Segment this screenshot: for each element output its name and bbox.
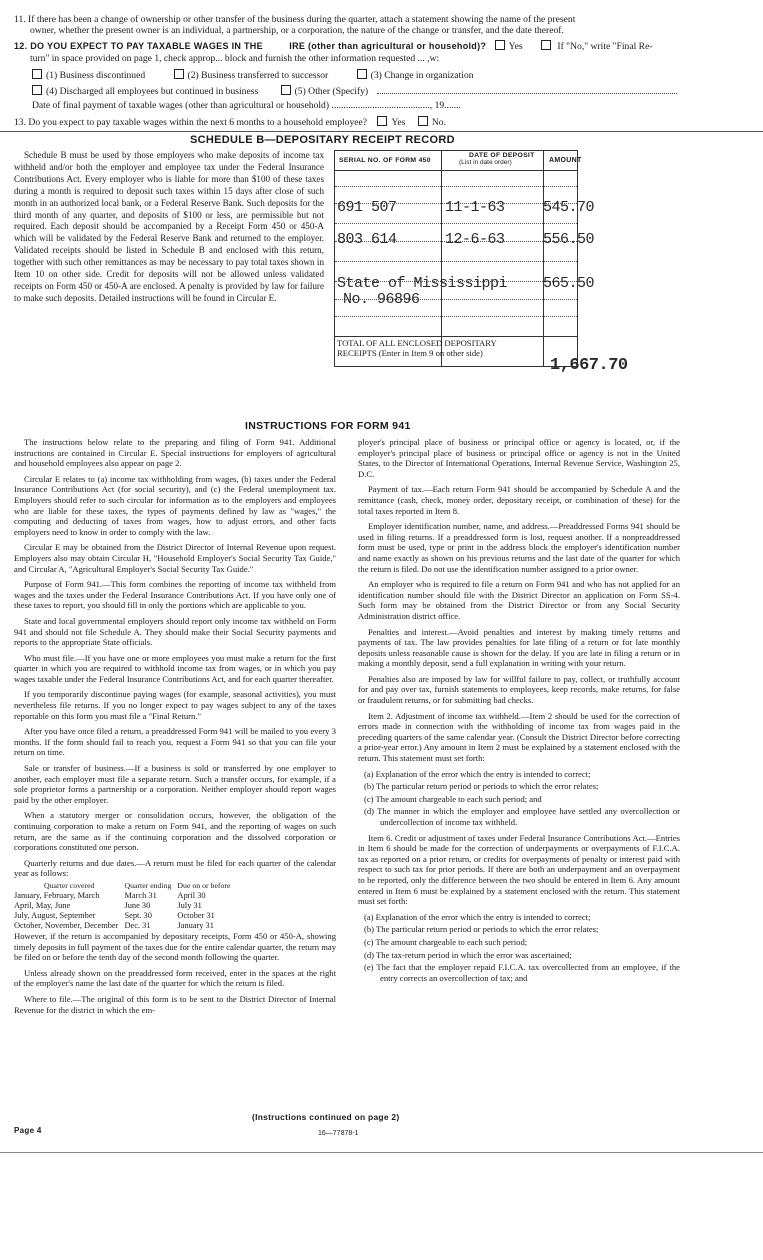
- item-13-no-checkbox[interactable]: [418, 116, 428, 126]
- deposit-serial-3: State of Mississippi: [337, 275, 508, 292]
- instructions-right-column: [358, 437, 680, 985]
- deposit-amount-1: 545.70: [543, 199, 595, 216]
- table-row: [14, 891, 236, 901]
- table-row-line: [335, 223, 577, 224]
- instruction-paragraph: An employer who is required to file a return on Form 941 and who has not applied for an identification number should file with the District Director an application on Form SS-4. Such form may be obtained from the District Director or from any Social Security Administration district office.: [358, 579, 680, 621]
- quarter-cell: October 31: [177, 910, 215, 920]
- deposit-serial-3-cont: No. 96896: [343, 291, 420, 308]
- serial-column-header: SERIAL NO. OF FORM 450: [339, 157, 431, 164]
- option-change-checkbox[interactable]: [357, 69, 367, 79]
- instructions-title: INSTRUCTIONS FOR FORM 941: [245, 420, 411, 432]
- quarter-cell: March 31: [124, 890, 157, 900]
- instruction-paragraph: After you have once filed a return, a preaddressed Form 941 will be mailed to you every 3 months. If the form should fail to reach you, request a Form 941 so that you can file your return on time.: [14, 726, 336, 758]
- continued-note: (Instructions continued on page 2): [252, 1112, 400, 1122]
- list-item: (b) The particular return period or periods to which the error relates;: [364, 924, 599, 935]
- instruction-paragraph: Circular E may be obtained from the District Director of Internal Revenue upon request. Employers also may obtain Circular H, "Household Employer's Social Security Tax Guide," and Circular A, "Agricultural Employer's Social Security Tax Guide.": [14, 542, 336, 574]
- instruction-paragraph: The instructions below relate to the preparing and filing of Form 941. Additional instructions are contained in Circular E. Special instructions for employers of agricultural and household employees also appear on page 2.: [14, 437, 336, 469]
- list-item: (d) The manner in which the employer and employee have settled any overcollection or undercollection of income tax withheld.: [364, 806, 680, 827]
- table-divider: [441, 151, 442, 366]
- quarter-cell: June 30: [124, 900, 151, 910]
- list-item: (c) The amount chargeable to each such period; and: [364, 793, 542, 804]
- quarter-cell: April 30: [177, 890, 206, 900]
- bottom-rule: [0, 1152, 763, 1153]
- schedule-b-text: Schedule B must be used by those employers who make deposits of income tax withheld and/or both the employer and employee tax under the Federal Insurance Contributions Act. Every employer who is liable for more than $100 of these taxes during a month is required to deposit such taxes within 15 days after close of such month in an authorized local bank, or a Federal Reserve Bank. Such deposits for the third month of any quarter, and deposits of $100 or less, are permissible but not required. Each deposit should be accompanied by a Receipt Form 450 or 450-A which will be validated by the Federal Reserve Bank and returned to the employer. Validated receipts should be listed in Schedule B and enclosed with this return, together with such other remittances as may be necessary to pay total taxes shown in Item 10 on other side. Credit for deposits will not be allowed unless validated receipts on Form 450 or 450-A are enclosed. A penalty is provided by law for failure to make such deposits. Detailed instructions will be found in Circular E.: [14, 150, 324, 303]
- item-11-line2: owner, whether the present owner is an individual, a partnership, or a corporation, the nature of the change or transfer, and the date thereof.: [30, 25, 564, 36]
- item-11-line1: 11. If there has been a change of ownership or other transfer of the business during the quarter, attach a statement showing the name of the present: [14, 14, 576, 25]
- amount-column-header: AMOUNT: [549, 157, 582, 164]
- table-divider: [543, 151, 544, 366]
- item-13-yes-checkbox[interactable]: [377, 116, 387, 126]
- option-other-field[interactable]: [377, 93, 677, 94]
- date-column-subheader: (List in date order): [459, 159, 512, 166]
- instruction-paragraph: Sale or transfer of business.—If a business is sold or transferred by one employer to another, each employer must file a separate return. Such a transfer occurs, for example, if a sole proprietor forms a partnership or a corporation. Neither employer should report wages paid by the other employer.: [14, 763, 336, 805]
- instruction-paragraph: When a statutory merger or consolidation occurs, however, the obligation of the continuing corporation to make a return on Form 941, and the reporting of wages on such return, are the same as if the continuing corporation and the dissolved corporation or corporations constituted one person.: [14, 810, 336, 853]
- quarters-header: Quarter covered: [44, 880, 95, 890]
- quarter-cell: April, May, June: [14, 900, 71, 910]
- quarters-table: [14, 881, 236, 931]
- deposit-date-1: 11-1-63: [445, 199, 505, 216]
- instruction-paragraph: ployer's principal place of business or principal office or agency is located, or, if the employer's principal place of business or principal office or agency is not in the United States, to the Director of International Operations, Internal Revenue Service, Washington 25, D.C.: [358, 437, 680, 479]
- quarter-cell: July, August, September: [14, 910, 96, 920]
- instructions-left-column: [14, 437, 336, 1020]
- table-row: [14, 921, 236, 931]
- deposit-date-2: 12-6-63: [445, 231, 505, 248]
- list-item: (c) The amount chargeable to each such period;: [364, 936, 528, 947]
- schedule-b-title: SCHEDULE B—DEPOSITARY RECEIPT RECORD: [190, 134, 455, 146]
- date-column-header: DATE OF DEPOSIT: [469, 152, 535, 159]
- quarter-cell: January 31: [177, 920, 214, 930]
- instruction-paragraph: State and local governmental employers should report only income tax withheld on Form 941 and should not file Schedule A. They should make their Social Security payments and reports to the appropriate State officials.: [14, 615, 336, 648]
- list-item: (d) The tax-return period in which the error was ascertained;: [364, 949, 572, 960]
- item-13-label: 13. Do you expect to pay taxable wages within the next 6 months to a household employee?: [14, 117, 368, 128]
- instruction-paragraph: Item 6. Credit or adjustment of taxes under Federal Insurance Contributions Act.—Entries in Item 6 should be made for the correction of underpayments or overpayments of F.I.C.A. tax as reported on a prior return, or credits for overpayments of penalty or interest paid with respect to such tax for prior periods. If there are both an underpayment and an overpayment to be reported, only the difference between the two should be entered in Item 6. Any amount entered in Item 6 must be explained by a statement enclosed with the return. This statement must set forth:: [358, 832, 680, 907]
- option-discontinued-checkbox[interactable]: [32, 69, 42, 79]
- list-item: (a) Explanation of the error which the entry is intended to correct;: [364, 911, 591, 922]
- total-label: [337, 338, 497, 358]
- final-payment-date-line: Date of final payment of taxable wages (other than agricultural or household) ........................................., 19.......: [32, 100, 461, 111]
- item-12-options-row1: [32, 69, 474, 82]
- quarter-cell: July 31: [177, 900, 202, 910]
- option-change-label: (3) Change in organization: [370, 70, 474, 81]
- total-label-line2: RECEIPTS (Enter in Item 9 on other side): [337, 348, 483, 358]
- option-discharged-checkbox[interactable]: [32, 85, 42, 95]
- form-code: 16—77878-1: [318, 1130, 359, 1137]
- item-12-yes-label: Yes: [508, 41, 523, 52]
- quarter-cell: October, November, December: [14, 920, 119, 930]
- table-row: [14, 901, 236, 911]
- table-row: [14, 911, 236, 921]
- instruction-paragraph: Penalties also are imposed by law for willful failure to pay, collect, or truthfully account for and pay over tax, furnish statements to employees, keep records, make returns, for false or fraudulent returns, or for submitting bad checks.: [358, 673, 680, 706]
- list-item: (e) The fact that the employer repaid F.I.C.A. tax overcollected from an employee, if the entry corrects an overcollection of tax; and: [364, 962, 680, 983]
- option-transferred-label: (2) Business transferred to successor: [187, 70, 329, 81]
- table-row-line: [335, 186, 577, 187]
- schedule-divider: [0, 131, 763, 132]
- option-other-checkbox[interactable]: [281, 85, 291, 95]
- quarter-cell: Dec. 31: [124, 920, 151, 930]
- option-other-label: (5) Other (Specify): [294, 86, 369, 97]
- item-12-label-cont: IRE (other than agricultural or household)?: [289, 41, 487, 51]
- deposit-serial-1: 691 507: [337, 199, 397, 216]
- instruction-paragraph: Penalties and interest.—Avoid penalties and interest by making timely returns and payments of tax. The law provides penalties for late filing of a return or for late monthly deposits unless reasonable cause is shown for the delay. If you are late in filing a return or in making a monthly deposit, send a full explanation in writing with your return.: [358, 626, 680, 669]
- instruction-paragraph: However, if the return is accompanied by depositary receipts, Form 450 or 450-A, showing timely deposits in full payment of the taxes due for the entire calendar quarter, the return may be filed on or before the tenth day of the second month following the quarter.: [14, 930, 336, 963]
- quarter-cell: January, February, March: [14, 890, 100, 900]
- instruction-paragraph: Who must file.—If you have one or more employees you must make a return for the first quarter in which you are required to withhold income tax from wages, or in which you pay wages taxable under the Federal Insurance Contributions Act, and for each quarter thereafter.: [14, 652, 336, 684]
- list-item: (a) Explanation of the error which the entry is intended to correct;: [364, 768, 591, 779]
- item-12-label: 12. DO YOU EXPECT TO PAY TAXABLE WAGES IN THE: [14, 41, 263, 51]
- instruction-paragraph: Unless already shown on the preaddressed form received, enter in the spaces at the right of the employer's name the last date of the quarter for which the return is filed.: [14, 967, 336, 989]
- depositary-receipt-table: [334, 150, 595, 367]
- instruction-paragraph: If you temporarily discontinue paying wages (for example, seasonal activities), you must nevertheless file returns. If you no longer expect to pay wages subject to any of the taxes reportable on this form you must file a "Final Return.": [14, 689, 336, 721]
- instruction-paragraph: Payment of tax.—Each return Form 941 should be accompanied by Schedule A and the remittance (cash, check, money order, depositary receipt, or combination of these) for the total taxes reported in Item 8.: [358, 484, 680, 516]
- page-number: Page 4: [14, 1126, 42, 1135]
- instruction-paragraph: Purpose of Form 941.—This form combines the reporting of income tax withheld from wages and the taxes under the Federal Insurance Contributions Act. If you have only one of these taxes to report, you should fill in only the portions which are applicable to you.: [14, 579, 336, 611]
- total-rule: [335, 336, 577, 337]
- item-12-options-row2: [32, 85, 677, 98]
- option-discontinued-label: (1) Business discontinued: [46, 70, 146, 81]
- total-label-line1: TOTAL OF ALL ENCLOSED DEPOSITARY: [337, 338, 497, 348]
- item-12-yes-checkbox[interactable]: [495, 40, 505, 50]
- item-12-question: [14, 40, 653, 53]
- option-transferred-checkbox[interactable]: [174, 69, 184, 79]
- total-amount: 1,667.70: [550, 356, 628, 375]
- item-12-no-instruction: If "No," write "Final Re-: [557, 41, 653, 52]
- instruction-paragraph: Employer identification number, name, and address.—Preaddressed Forms 941 should be used in filing returns. If a preaddressed form is lost, request another. If a nonpreaddressed form must be used, type or print in the address block the employer's identification number and name exactly as shown on his previous returns and the last date of the quarter for which the return is filed. Do not use the identification number assigned to a prior owner.: [358, 521, 680, 574]
- deposit-serial-2: 803 614: [337, 231, 397, 248]
- item-13-no-label: No.: [431, 117, 446, 128]
- list-item: (b) The particular return period or periods to which the error relates;: [364, 781, 599, 792]
- option-discharged-label: (4) Discharged all employees but continued in business: [46, 86, 259, 97]
- instruction-paragraph: Item 2. Adjustment of income tax withheld.—Item 2 should be used for the correction of errors made in connection with the withholding of income tax from wages paid in the preceding quarters of the same calendar year. (Consult the District Director before correcting a prior-year error.) Any amount in Item 2 must be explained by a statement enclosed with the return. This statement must set forth:: [358, 710, 680, 764]
- item-12-no-checkbox[interactable]: [541, 40, 551, 50]
- quarter-cell: Sept. 30: [124, 910, 152, 920]
- instruction-paragraph: Circular E relates to (a) income tax withholding from wages, (b) taxes under the Federal Insurance Contributions Act (for social security), and (c) the Federal unemployment tax. Employers should refer to such circular for information as to the employers and employees who are liable for these taxes, the types of payments defined by law as "wages," the computing and deducting of taxes from wages, how to adjust errors, and other facts employers need to know in order to comply with the law.: [14, 473, 336, 537]
- quarters-header: Quarter ending: [124, 880, 172, 890]
- table-row-line: [335, 261, 577, 262]
- deposit-amount-2: 556.50: [543, 231, 595, 248]
- item-12-instruction: turn" in space provided on page 1, check approp... block and furnish the other information requested ... ,w:: [30, 53, 440, 64]
- instruction-paragraph: Where to file.—The original of this form is to be sent to the District Director of Internal Revenue for the district in which the em-: [14, 993, 336, 1015]
- header-rule: [335, 170, 577, 171]
- deposit-amount-3: 565.50: [543, 275, 595, 292]
- item-13-yes-label: Yes: [391, 117, 406, 128]
- instruction-paragraph: Quarterly returns and due dates.—A return must be filed for each quarter of the calendar year as follows:: [14, 857, 336, 879]
- item-13-question: [14, 116, 446, 129]
- quarters-header: Due on or before: [177, 880, 231, 890]
- table-row-line: [335, 316, 577, 317]
